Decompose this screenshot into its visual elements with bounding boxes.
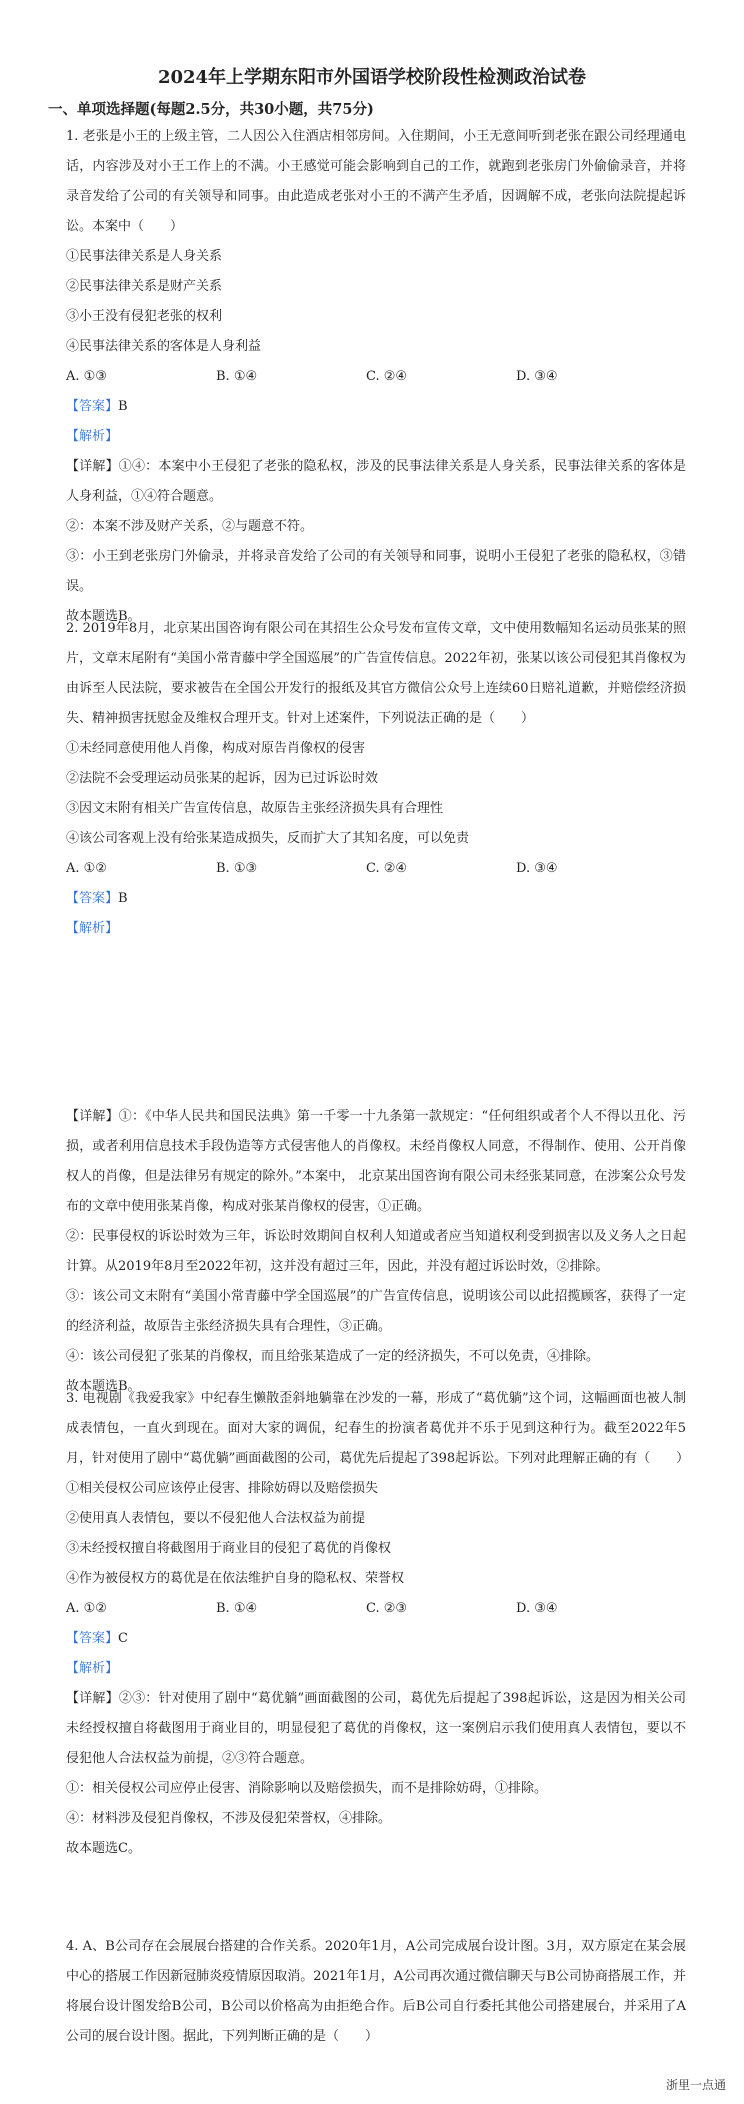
choice-a: A. ①③: [66, 369, 107, 384]
detail-paragraph: ①：相关侵权公司应停止侵害、消除影响以及赔偿损失，而不是排除妨碍，①排除。: [66, 1781, 548, 1796]
choice-d: D. ③④: [516, 1601, 558, 1616]
detail-paragraph: ④：材料涉及侵犯肖像权，不涉及侵犯荣誉权，④排除。: [66, 1811, 392, 1826]
analysis-tag: 【解析】: [66, 1661, 119, 1676]
statement-item: ④作为被侵权方的葛优是在依法维护自身的隐私权、荣誉权: [66, 1571, 405, 1586]
choice-c: C. ②④: [366, 369, 408, 384]
choice-d: D. ③④: [516, 369, 558, 384]
choice-b: B. ①④: [216, 369, 258, 384]
choice-a: A. ①②: [66, 1601, 107, 1616]
answer-value: B: [118, 399, 128, 414]
statement-item: ①民事法律关系是人身关系: [66, 249, 223, 264]
question-4: [66, 1932, 686, 2052]
answer-choices: [66, 1594, 686, 1624]
section-heading: 一、单项选择题(每题2.5分，共30小题，共75分): [48, 101, 374, 118]
detail-paragraph: ④：该公司侵犯了张某的肖像权，而且给张某造成了一定的经济损失，不可以免责，④排除。: [66, 1349, 600, 1364]
detail-paragraph: 【详解】①④：本案中小王侵犯了老张的隐私权，涉及的民事法律关系是人身关系，民事法律关系的客体是人身利益，①④符合题意。: [66, 459, 686, 504]
answer-choices: [66, 362, 686, 392]
exam-title: 2024年上学期东阳市外国语学校阶段性检测政治试卷: [157, 67, 587, 88]
statement-item: ③小王没有侵犯老张的权利: [66, 309, 223, 324]
detail-paragraph: 故本题选C。: [66, 1841, 141, 1856]
answer-line: [66, 1624, 686, 1654]
question-2-detail: [66, 1102, 686, 1402]
detail-paragraph: 故本题选B。: [66, 609, 141, 624]
choice-a: A. ①②: [66, 861, 107, 876]
statement-item: ②使用真人表情包，要以不侵犯他人合法权益为前提: [66, 1511, 366, 1526]
answer-tag: 【答案】: [66, 891, 119, 906]
detail-paragraph: 【详解】②③：针对使用了剧中“葛优躺”画面截图的公司，葛优先后提起了398起诉讼，这是因为相关公司未经授权擅自将截图用于商业目的，明显侵犯了葛优的肖像权，这一案例启示我们使用真人表情包，要以不侵犯他人合法权益为前提，②③符合题意。: [66, 1691, 686, 1766]
statement-item: ①未经同意使用他人肖像，构成对原告肖像权的侵害: [66, 741, 366, 756]
detail-paragraph: 故本题选B。: [66, 1379, 141, 1394]
statement-item: ③因文末附有相关广告宣传信息，故原告主张经济损失具有合理性: [66, 801, 444, 816]
analysis-tag: 【解析】: [66, 429, 119, 444]
analysis-tag: 【解析】: [66, 921, 119, 936]
choice-c: C. ②③: [366, 1601, 408, 1616]
detail-paragraph: ③：该公司文末附有“美国小常青藤中学全国巡展”的广告宣传信息，说明该公司以此招揽顾客，获得了一定的经济利益，故原告主张经济损失具有合理性，③正确。: [66, 1289, 686, 1334]
choice-d: D. ③④: [516, 861, 558, 876]
question-stem: 2. 2019年8月，北京某出国咨询有限公司在其招生公众号发布宣传文章，文中使用数幅知名运动员张某的照片，文章末尾附有“美国小常青藤中学全国巡展”的广告宣传信息。2022年初，张某以该公司侵犯其肖像权为由诉至人民法院，要求被告在全国公开发行的报纸及其官方微信公众号上连续60日赔礼道歉，并赔偿经济损失、精神损害抚慰金及维权合理开支。针对上述案件，下列说法正确的是（ ）: [66, 621, 686, 726]
question-1: [66, 122, 686, 632]
detail-paragraph: ②：本案不涉及财产关系，②与题意不符。: [66, 519, 314, 534]
watermark-footer: 浙里一点通: [665, 2078, 726, 2092]
statement-item: ④民事法律关系的客体是人身利益: [66, 339, 262, 354]
answer-tag: 【答案】: [66, 399, 119, 414]
question-stem: 1. 老张是小王的上级主管，二人因公入住酒店相邻房间。入住期间，小王无意间听到老张在跟公司经理通电话，内容涉及对小王工作上的不满。小王感觉可能会影响到自己的工作，就跑到老张房门外偷偷录音，并将录音发给了公司的有关领导和同事。由此造成老张对小王的不满产生矛盾，因调解不成，老张向法院提起诉讼。本案中（ ）: [66, 129, 686, 234]
statement-item: ②法院不会受理运动员张某的起诉，因为已过诉讼时效: [66, 771, 379, 786]
answer-value: C: [118, 1631, 128, 1646]
question-stem: 3. 电视剧《我爱我家》中纪春生懒散歪斜地躺靠在沙发的一幕，形成了“葛优躺”这个词，这幅画面也被人制成表情包，一直火到现在。面对大家的调侃，纪春生的扮演者葛优并不乐于见到这种行为。截至2022年5月，针对使用了剧中“葛优躺”画面截图的公司，葛优先后提起了398起诉讼。下列对此理解正确的有（ ）: [66, 1391, 690, 1466]
answer-line: [66, 392, 686, 422]
detail-paragraph: ③：小王到老张房门外偷录，并将录音发给了公司的有关领导和同事，说明小王侵犯了老张的隐私权，③错误。: [66, 549, 686, 594]
statement-item: ②民事法律关系是财产关系: [66, 279, 223, 294]
answer-line: [66, 884, 686, 914]
detail-paragraph: ②：民事侵权的诉讼时效为三年，诉讼时效期间自权利人知道或者应当知道权利受到损害以及义务人之日起计算。从2019年8月至2022年初，这并没有超过三年，因此，并没有超过诉讼时效，②排除。: [66, 1229, 686, 1274]
statement-item: ①相关侵权公司应该停止侵害、排除妨碍以及赔偿损失: [66, 1481, 379, 1496]
statement-item: ③未经授权擅自将截图用于商业目的侵犯了葛优的肖像权: [66, 1541, 392, 1556]
question-3: [66, 1384, 690, 1864]
answer-choices: [66, 854, 686, 884]
answer-value: B: [118, 891, 128, 906]
question-2: [66, 614, 686, 944]
answer-tag: 【答案】: [66, 1631, 119, 1646]
choice-b: B. ①④: [216, 1601, 258, 1616]
choice-c: C. ②④: [366, 861, 408, 876]
detail-paragraph: 【详解】①：《中华人民共和国民法典》第一千零一十九条第一款规定：“任何组织或者个人不得以丑化、污损，或者利用信息技术手段伪造等方式侵害他人的肖像权。未经肖像权人同意，不得制作、使用、公开肖像权人的肖像，但是法律另有规定的除外。”本案中， 北京某出国咨询有限公司未经张某同意，在涉案公众号发布的文章中使用张某肖像，构成对张某肖像权的侵害，①正确。: [66, 1109, 686, 1214]
question-stem: 4. A、B公司存在会展展台搭建的合作关系。2020年1月，A公司完成展台设计图。3月，双方原定在某会展中心的搭展工作因新冠肺炎疫情原因取消。2021年1月，A公司再次通过微信聊天与B公司协商搭展工作，并将展台设计图发给B公司，B公司以价格高为由拒绝合作。后B公司自行委托其他公司搭建展台，并采用了A公司的展台设计图。据此，下列判断正确的是（ ）: [66, 1939, 686, 2044]
choice-b: B. ①③: [216, 861, 258, 876]
statement-item: ④该公司客观上没有给张某造成损失，反而扩大了其知名度，可以免责: [66, 831, 470, 846]
